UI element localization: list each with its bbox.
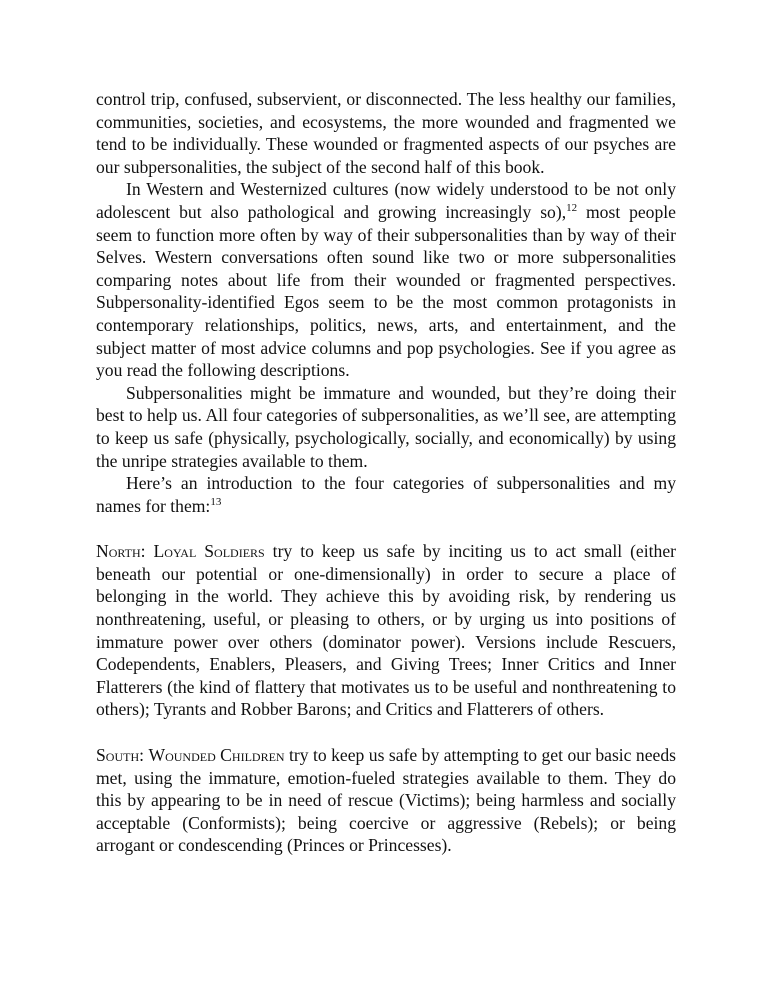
section-north-loyal-soldiers: [96, 540, 676, 721]
book-page: [96, 88, 676, 857]
paragraph-western-cultures: [96, 178, 676, 381]
category-description: try to keep us safe by inciting us to act small (either beneath our potential or one-dimensionally) in order to secure a place of belonging in the world. They achieve this by avoiding risk, by rendering us nonthreatening, useful, or pleasing to others, or by urging us into positions of immature power over others (dominator power). Versions include Rescuers, Codependents, Enablers, Pleasers, and Giving Trees; Inner Critics and Inner Flatterers (the kind of flattery that motivates us to be useful and nonthreatening to others); Tyrants and Robber Barons; and Critics and Flatterers of others.: [96, 541, 676, 720]
paragraph-subpersonalities-help: Subpersonalities might be immature and wounded, but they’re doing their best to help us. All four categories of subpersonalities, as we’ll see, are attempting to keep us safe (physically, psychologically, socially, and economically) by using the unripe strategies available to them.: [96, 382, 676, 471]
category-description: try to keep us safe by attempting to get our basic needs met, using the immature, emotion-fueled strategies available to them. They do this by appearing to be in need of rescue (Victims); being harmless and socially acceptable (Conformists); being coercive or aggressive (Rebels); or being arrogant or condescending (Princes or Princesses).: [96, 745, 676, 856]
category-name-loyal-soldiers: Loyal Soldiers: [153, 541, 265, 562]
direction-label-north: North:: [96, 541, 146, 562]
direction-label-south: South:: [96, 745, 145, 766]
paragraph-text: In Western and Westernized cultures (now widely understood to be not only adolescent but also pathological and growing increasingly so),: [96, 179, 676, 222]
section-south-wounded-children: [96, 744, 676, 857]
paragraph-text: Here’s an introduction to the four categories of subpersonalities and my names for them:: [96, 473, 676, 516]
paragraph-text: most people seem to function more often by way of their subpersonalities than by way of their Selves. Western conversations often sound like two or more subpersonalities comparing notes about life from their wounded or fragmented perspectives. Subpersonality-identified Egos seem to be the most common protagonists in contemporary relationships, politics, news, arts, and entertainment, and the subject matter of most advice columns and pop psychologies. See if you agree as you read the following descriptions.: [96, 201, 676, 381]
paragraph-continuation: control trip, confused, subservient, or disconnected. The less healthy our families, communities, societies, and ecosystems, the more wounded and fragmented we tend to be individually. These wounded or fragmented aspects of our psyches are our subpersonalities, the subject of the second half of this book.: [96, 89, 676, 177]
footnote-ref-13: 13: [210, 495, 222, 508]
footnote-ref-12: 12: [566, 201, 578, 214]
category-name-wounded-children: Wounded Children: [148, 745, 285, 766]
paragraph-introduction: [96, 472, 676, 517]
